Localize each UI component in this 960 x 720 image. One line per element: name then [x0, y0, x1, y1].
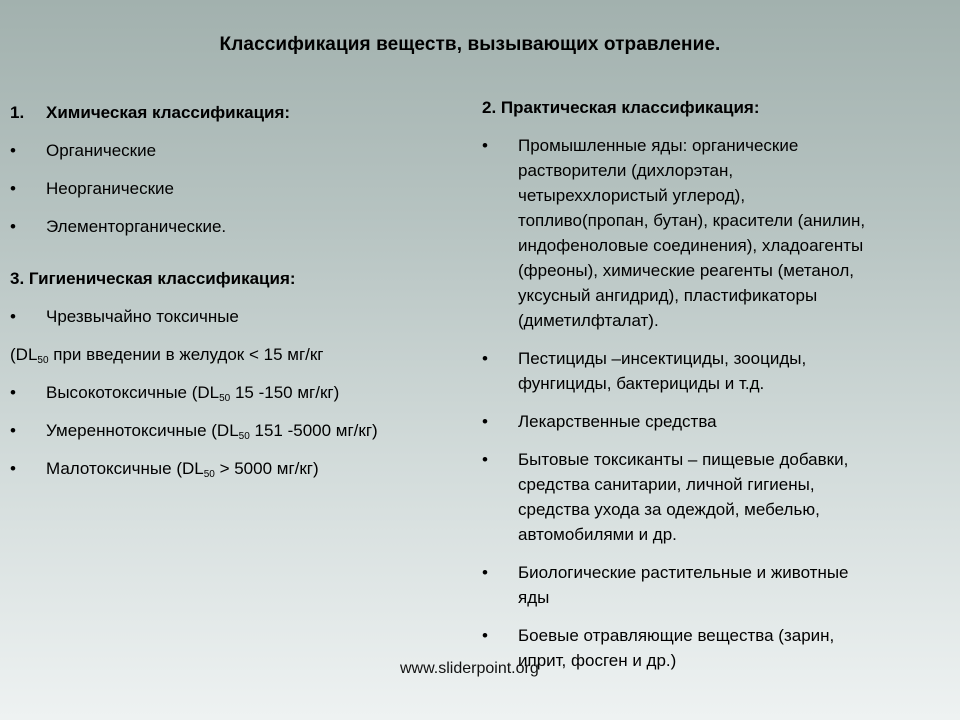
list-item [10, 456, 480, 481]
list-item [482, 409, 960, 434]
list-item-text: Малотоксичные ($DL_{50} > 5000$ мг/кг) [46, 459, 319, 480]
subscript: 50 [219, 393, 231, 404]
list-item [482, 447, 960, 547]
bullet-icon: • [10, 383, 16, 402]
list-item [10, 418, 480, 443]
bullet-icon: • [10, 421, 16, 440]
right-column [482, 95, 960, 673]
note-text: ($DL_{50}$ при введении в желудок < 15 мг/кг [10, 345, 324, 366]
list-item-text: Органические [46, 141, 157, 160]
practical-classification-heading [482, 95, 960, 120]
heading-text: 2. Практическая классификация: [482, 98, 760, 117]
bullet-icon: • [10, 307, 16, 326]
list-item-text: Биологические растительные и животные яды [518, 563, 849, 607]
list-item-text: Чрезвычайно токсичные [46, 307, 239, 326]
bullet-icon: • [482, 412, 488, 431]
list-item-text: Промышленные яды: органические растворители (дихлорэтан, четыреххлористый углерод), топливо(пропан, бутан), красители (анилин, индофеноловые соединения), хладоагенты (фреоны), химические реагенты (метанол, уксусный ангидрид), пластификаторы (диметилфталат). [518, 136, 866, 330]
list-item-text: Бытовые токсиканты – пищевые добавки, средства санитарии, личной гигиены, средства ухода за одеждой, мебелью, автомобилями и др. [518, 450, 849, 544]
list-item-text: Лекарственные средства [518, 412, 717, 431]
bullet-icon: • [482, 450, 488, 469]
list-item [10, 380, 480, 405]
bullet-icon: • [10, 179, 16, 198]
list-item-text: Пестициды –инсектициды, зооциды, фунгициды, бактерициды и т.д. [518, 349, 807, 393]
chemical-classification-heading [10, 100, 480, 125]
list-item [10, 138, 480, 163]
bullet-icon: • [482, 349, 488, 368]
heading-number: 1. [10, 103, 25, 122]
slide-title: Классификация веществ, вызывающих отравление. [219, 34, 721, 55]
list-item [482, 623, 960, 673]
footer-watermark: www.sliderpoint.org [400, 660, 539, 677]
list-item [10, 176, 480, 201]
subscript: 50 [238, 431, 250, 442]
heading-text: Химическая классификация: [46, 103, 291, 122]
list-item [482, 560, 960, 610]
list-item-text: Неорганические [46, 179, 175, 198]
bullet-icon: • [10, 459, 16, 478]
bullet-icon: • [482, 136, 488, 155]
left-column [10, 100, 480, 481]
hygienic-classification-heading [10, 266, 480, 291]
list-item [10, 304, 480, 329]
list-item-text: Высокотоксичные ($DL_{50}$ 15 -150 мг/кг) [46, 383, 340, 404]
list-item [10, 214, 480, 239]
list-item [482, 346, 960, 396]
list-item [482, 133, 960, 333]
bullet-icon: • [10, 217, 16, 236]
list-item-text: Боевые отравляющие вещества (зарин, иприт, фосген и др.) [518, 626, 835, 670]
subscript: 50 [37, 355, 49, 366]
list-item-text: Умереннотоксичные ($DL_{50}$ 151 -5000 мг/кг) [46, 421, 378, 442]
bullet-icon: • [482, 626, 488, 645]
bullet-icon: • [482, 563, 488, 582]
dl50-note [10, 342, 480, 367]
subscript: 50 [203, 469, 215, 480]
heading-text: 3. Гигиеническая классификация: [10, 269, 296, 288]
list-item-text: Элементорганические. [46, 217, 227, 236]
bullet-icon: • [10, 141, 16, 160]
